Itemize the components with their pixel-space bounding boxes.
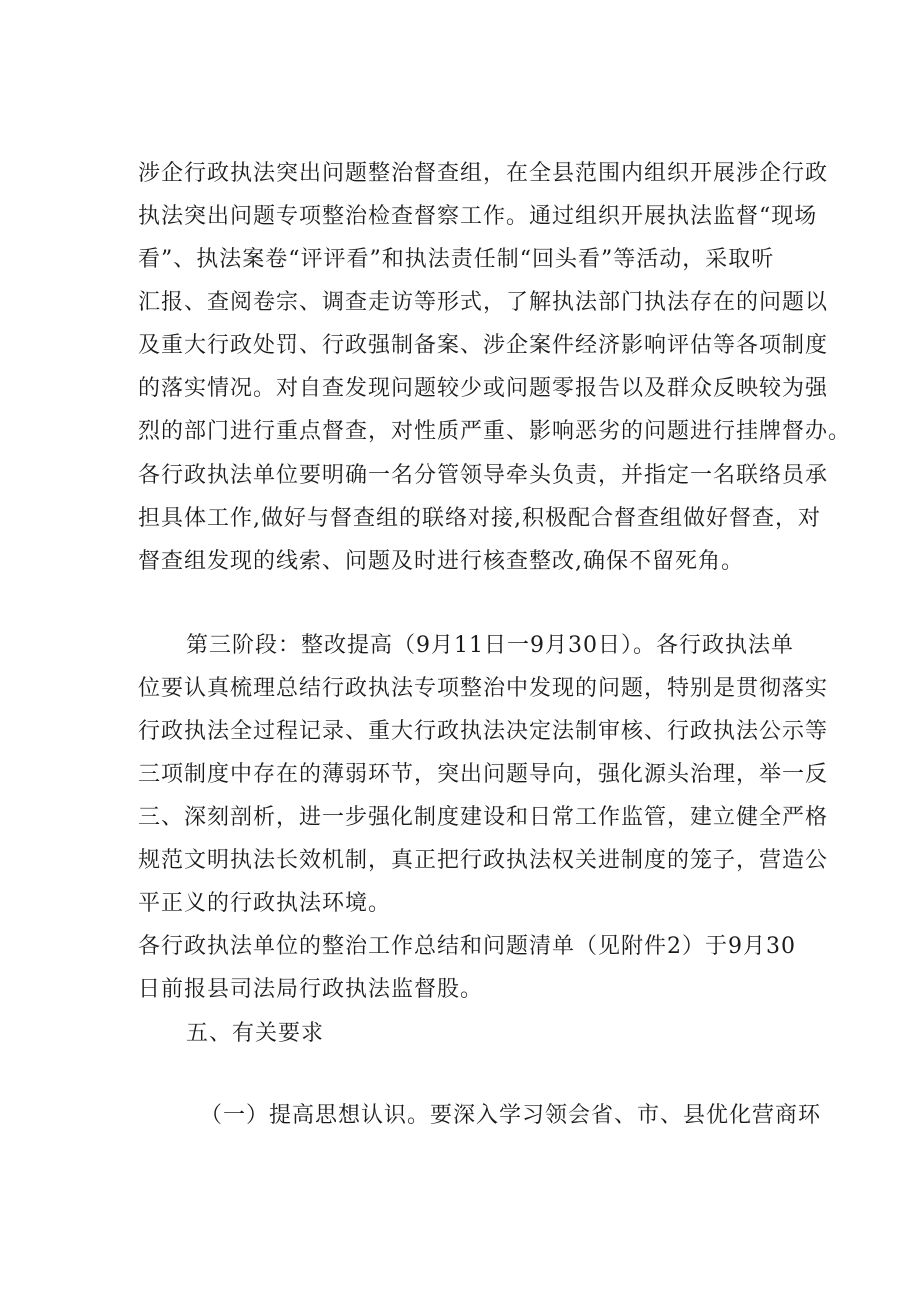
section-heading-requirements: 五、有关要求	[186, 1021, 325, 1046]
requirement-item-one: （一）提高思想认识。要深入学习领会省、市、县优化营商环	[200, 1103, 822, 1128]
body-line-2: 执法突出问题专项整治检查督察工作。通过组织开展执法监督“现场	[138, 204, 818, 229]
body-line-18: 各行政执法单位的整治工作总结和问题清单（见附件2）于9月30	[138, 934, 796, 959]
body-line-10: 督查组发现的线索、问题及时进行核查整改,确保不留死角。	[138, 549, 744, 574]
body-line-6: 的落实情况。对自查发现问题较少或问题零报告以及群众反映较为强	[138, 376, 829, 401]
body-line-7: 烈的部门进行重点督查，对性质严重、影响恶劣的问题进行挂牌督办。	[138, 419, 852, 444]
body-line-14: 三项制度中存在的薄弱环节，突出问题导向，强化源头治理，举一反	[138, 762, 829, 787]
body-line-13: 行政执法全过程记录、重大行政执法决定法制审核、行政执法公示等	[138, 719, 829, 744]
body-line-17: 平正义的行政执法环境。	[138, 891, 392, 916]
stage-three-paragraph-start: 第三阶段：整改提高（9月11日一9月30日）。各行政执法单	[186, 633, 794, 658]
body-line-5: 及重大行政处罚、行政强制备案、涉企案件经济影响评估等各项制度	[138, 333, 829, 358]
body-line-8: 各行政执法单位要明确一名分管领导牵头负责，并指定一名联络员承	[138, 463, 829, 488]
body-line-9: 担具体工作,做好与督查组的联络对接,积极配合督查组做好督查，对	[138, 506, 821, 531]
body-line-1: 涉企行政执法突出问题整治督查组，在全县范围内组织开展涉企行政	[138, 161, 829, 186]
body-line-3: 看”、执法案卷“评评看”和执法责任制“回头看”等活动，采取听	[138, 247, 775, 272]
body-line-19: 日前报县司法局行政执法监督股。	[138, 977, 484, 1002]
body-line-4: 汇报、查阅卷宗、调查走访等形式，了解执法部门执法存在的问题以	[138, 290, 829, 315]
body-line-16: 规范文明执法长效机制，真正把行政执法权关进制度的笼子，营造公	[138, 848, 829, 873]
body-line-12: 位要认真梳理总结行政执法专项整治中发现的问题，特别是贯彻落实	[138, 676, 829, 701]
body-line-15: 三、深刻剖析，进一步强化制度建设和日常工作监管，建立健全严格	[138, 805, 829, 830]
